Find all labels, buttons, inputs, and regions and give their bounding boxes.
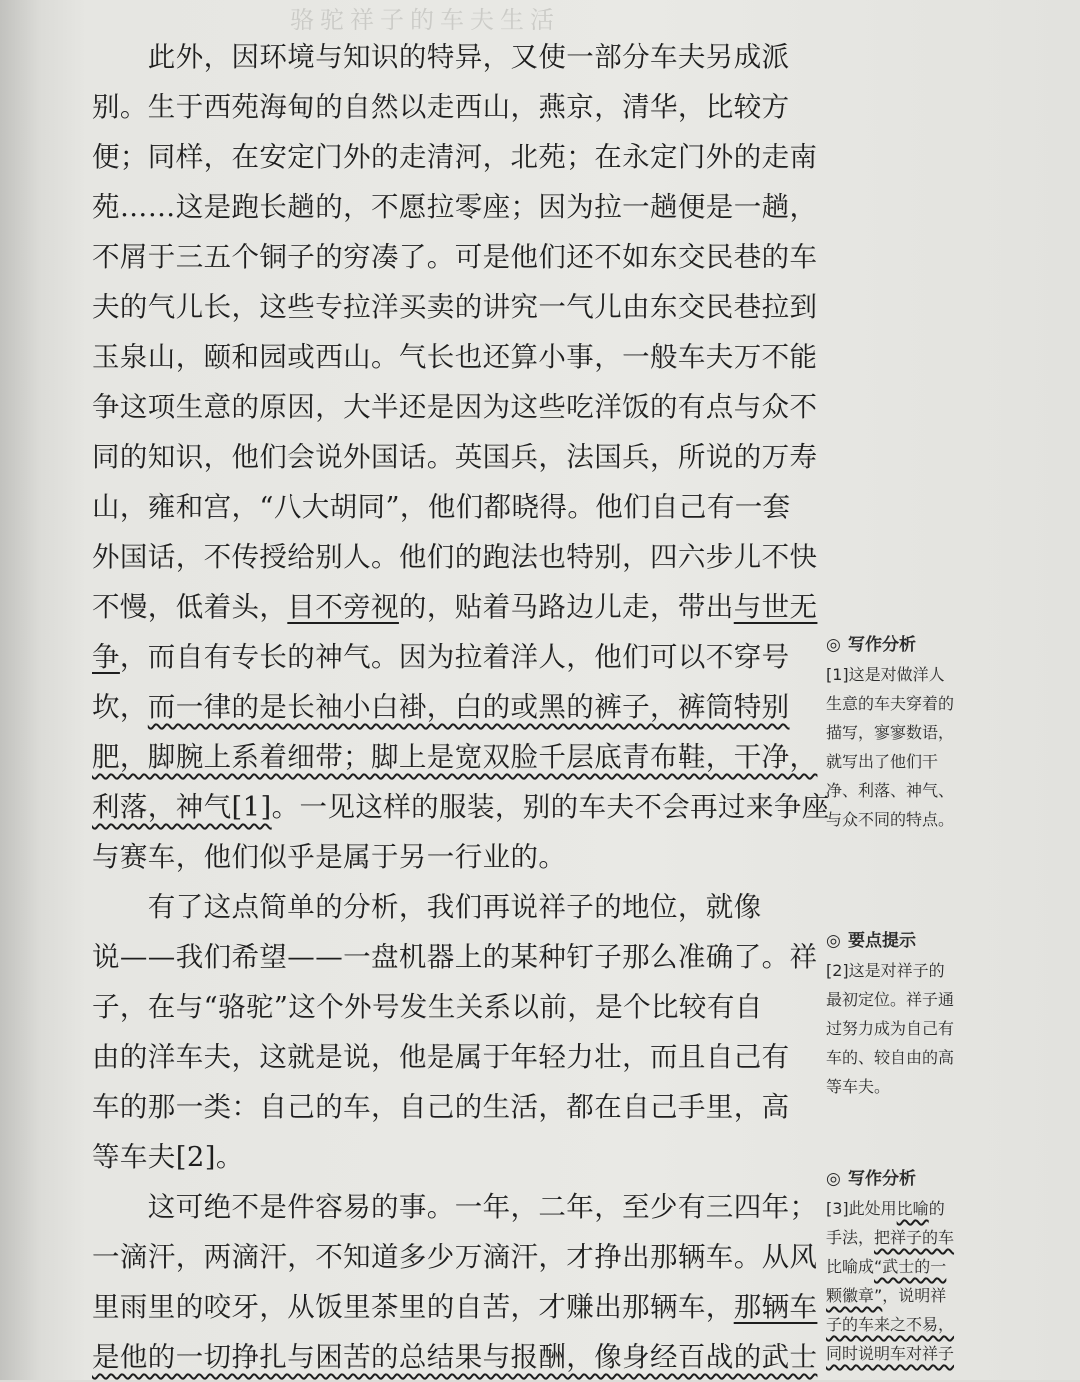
target-icon: ◎	[826, 931, 841, 951]
target-icon: ◎	[826, 1169, 841, 1189]
text-line: 夫的气儿长，这些专拉洋买卖的讲究一气儿由东交民巷拉到	[92, 291, 818, 323]
text-line: 利落，神气[1]。一见这样的服装，别的车夫不会再过来争座	[92, 791, 830, 823]
wavy-underlined-phrase: 是他的一切挣扎与困苦的总结果与报酬，像身经百战的武士	[92, 1341, 818, 1373]
wavy-underlined-phrase: 比喻	[896, 1199, 929, 1218]
wavy-underlined-phrase: 利落，神气[1]	[92, 791, 272, 823]
wavy-underlined-phrase: 同时说明车对祥子	[826, 1344, 955, 1363]
text-line: 山，雍和宫，“八大胡同”，他们都晓得。他们自己有一套	[92, 491, 791, 523]
underlined-phrase: 那辆车	[733, 1291, 818, 1323]
text-line	[92, 1332, 818, 1382]
target-icon: ◎	[826, 635, 841, 655]
text-line: 一滴汗，两滴汗，不知道多少万滴汗，才挣出那辆车。从风	[92, 1241, 818, 1273]
text-line: 说——我们希望——一盘机器上的某种钉子那么准确了。祥	[92, 941, 818, 973]
text-line: 由的洋车夫，这就是说，他是属于年轻力壮，而且自己有	[92, 1041, 790, 1073]
text-line: 不慢，低着头，目不旁视的，贴着马路边儿走，带出与世无	[92, 591, 818, 623]
text-line: 此外，因环境与知识的特异，又使一部分车夫另成派	[92, 41, 790, 73]
wavy-underlined-phrase: 肥，脚腕上系着细带；脚上是宽双脸千层底青布鞋，干净，	[92, 741, 818, 773]
text-line: 与赛车，他们似乎是属于另一行业的。	[92, 841, 567, 873]
note-body: [2]这是对祥子的 最初定位。祥子通 过努力成为自己有 车的、较自由的高 等车夫。	[826, 961, 955, 1096]
spine-shadow	[0, 0, 40, 1380]
note-writing-analysis-1	[826, 630, 996, 834]
note-heading: ◎ 写作分析	[826, 1164, 996, 1194]
text-line: 别。生于西苑海甸的自然以走西山，燕京，清华，比较方	[92, 91, 790, 123]
main-text	[92, 32, 830, 1382]
text-line: 玉泉山，颐和园或西山。气长也还算小事，一般车夫万不能	[92, 341, 818, 373]
bleed-through-marks	[950, 520, 1010, 630]
text-line	[92, 732, 818, 782]
text-line: 外国话，不传授给别人。他们的跑法也特别，四六步儿不快	[92, 541, 818, 573]
text-line: 不屑于三五个铜子的穷凑了。可是他们还不如东交民巷的车	[92, 241, 818, 273]
text-line: 里雨里的咬牙，从饭里茶里的自苦，才赚出那辆车，那辆车	[92, 1291, 818, 1323]
underlined-phrase: 争	[92, 641, 120, 673]
note-heading: ◎ 写作分析	[826, 630, 996, 660]
text-line: 争，而自有专长的神气。因为拉着洋人，他们可以不穿号	[92, 641, 790, 673]
text-line: 等车夫[2]。	[92, 1141, 244, 1173]
text-line: 车的那一类：自己的车，自己的生活，都在自己手里，高	[92, 1091, 790, 1123]
bleed-through-header: 骆驼祥子的车夫生活	[290, 6, 560, 30]
text-line: 苑……这是跑长趟的，不愿拉零座；因为拉一趟便是一趟，	[92, 191, 818, 223]
text-line: 子，在与“骆驼”这个外号发生关系以前，是个比较有自	[92, 991, 763, 1023]
wavy-underlined-phrase: “武士的一	[874, 1257, 947, 1276]
text-line: 有了这点简单的分析，我们再说祥子的地位，就像	[92, 891, 762, 923]
note-body: [1]这是对做洋人 生意的车夫穿着的 描写，寥寥数语， 就写出了他们干 净、利落、神气、 与众不同的特点。	[826, 665, 955, 829]
text-line: 同的知识，他们会说外国话。英国兵，法国兵，所说的万寿	[92, 441, 818, 473]
wavy-underlined-phrase: 子的车来之不易，	[826, 1315, 955, 1334]
note-key-points	[826, 926, 996, 1101]
text-line: 这可绝不是件容易的事。一年，二年，至少有三四年；	[92, 1191, 818, 1223]
text-line: 争这项生意的原因，大半还是因为这些吃洋饭的有点与众不	[92, 391, 818, 423]
wavy-underlined-phrase: 颗徽章”	[826, 1286, 883, 1305]
note-body: [3]此处用比喻的 手法，把祥子的车 比喻成“武士的一 颗徽章”，说明祥 子的车来之不易， 同时说明车对祥子	[826, 1199, 955, 1363]
wavy-underlined-phrase: 而一律的是长袖小白褂，白的或黑的裤子，裤筒特别	[147, 691, 790, 723]
wavy-underlined-phrase: 把祥子的车	[874, 1228, 955, 1247]
note-heading: ◎ 要点提示	[826, 926, 996, 956]
text-line: 坎，而一律的是长袖小白褂，白的或黑的裤子，裤筒特别	[92, 691, 790, 723]
note-writing-analysis-2	[826, 1164, 996, 1368]
underlined-phrase: 目不旁视	[287, 591, 399, 623]
underlined-phrase: 与世无	[733, 591, 818, 623]
text-line: 便；同样，在安定门外的走清河，北苑；在永定门外的走南	[92, 141, 818, 173]
